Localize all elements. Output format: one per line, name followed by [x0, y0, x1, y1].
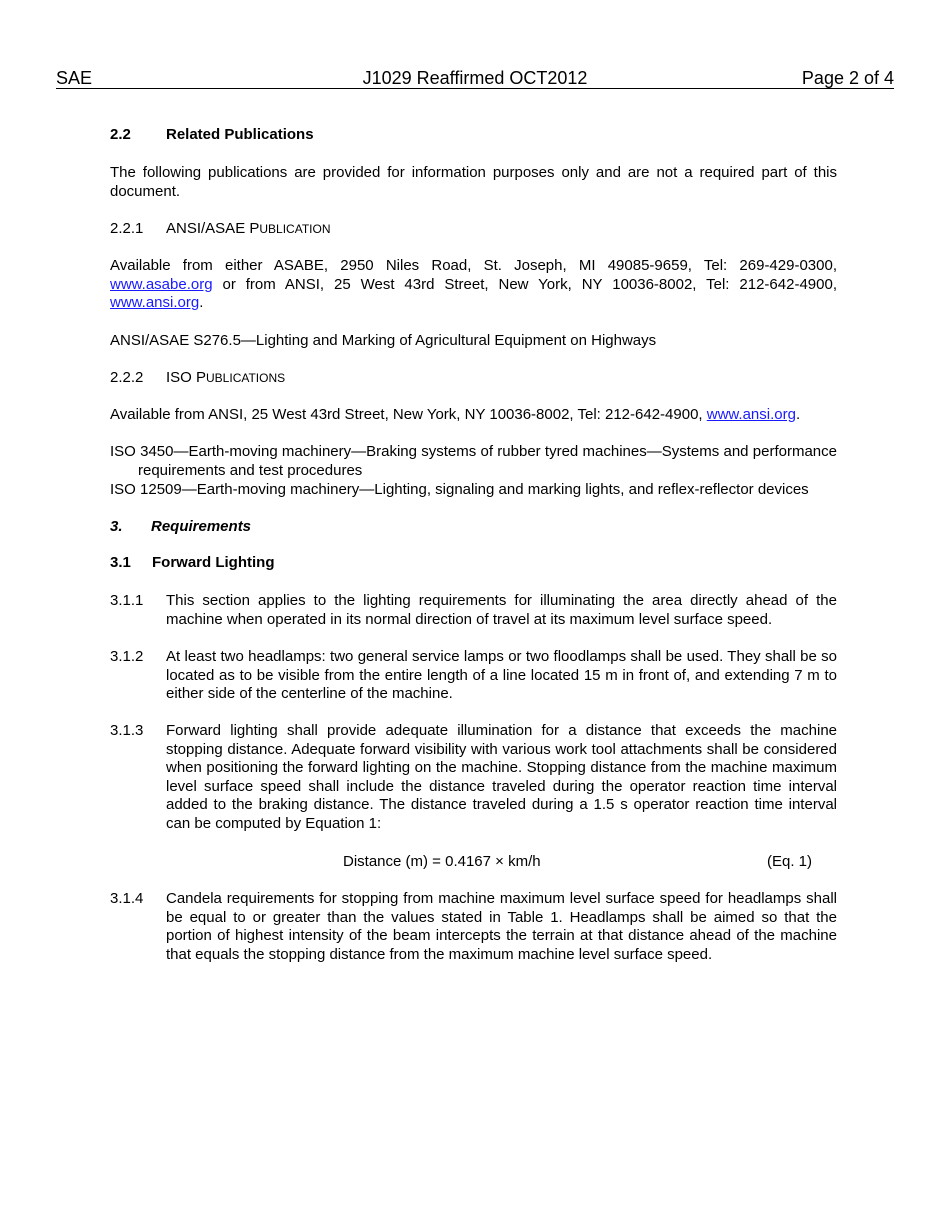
section-title: Forward Lighting: [152, 554, 275, 571]
section-title-smallcaps: UBLICATIONS: [206, 371, 286, 385]
section-number: 2.2: [110, 126, 131, 143]
header-org: SAE: [56, 68, 93, 88]
clause-3-1-3: [110, 722, 837, 833]
section-title-cap: ANSI/ASAE P: [166, 220, 260, 237]
header-page-number: Page 2 of 4: [801, 68, 894, 88]
ansi-asae-reference: ANSI/ASAE S276.5—Lighting and Marking of Agricultural Equipment on Highways: [110, 332, 657, 349]
clause-3-1-4: [110, 890, 837, 964]
section-number: 2.2.2: [110, 369, 144, 386]
equation-label: (Eq. 1): [767, 853, 813, 870]
section-3-heading: [110, 518, 837, 537]
availability-text: .: [795, 406, 801, 423]
availability-text: .: [199, 294, 204, 311]
section-2-2-2-heading: [110, 369, 837, 388]
section-number: 3.1: [110, 554, 131, 571]
iso-12509-reference: ISO 12509—Earth-moving machinery—Lighting, signaling and marking lights, and reflex-reflector devices: [110, 481, 809, 498]
asabe-link[interactable]: www.asabe.org: [110, 275, 213, 293]
section-2-2-heading: [110, 126, 837, 145]
section-title: Related Publications: [166, 126, 314, 143]
availability-text: Available from either ASABE, 2950 Niles Road, St. Joseph, MI 49085-9659, Tel: 269-429-0300,: [110, 257, 837, 274]
section-title: Requirements: [151, 518, 252, 535]
section-title-cap: ISO P: [166, 369, 207, 386]
equation-1: Distance (m) = 0.4167 × km/h: [343, 853, 541, 870]
section-number: 2.2.1: [110, 220, 144, 237]
availability-text: or from ANSI, 25 West 43rd Street, New York, NY 10036-8002, Tel: 212-642-4900,: [212, 275, 837, 293]
clause-text: At least two headlamps: two general service lamps or two floodlamps shall be used. They shall be so located as to be visible from the entire length of a line located 15 m in front of, and extending 7 m to either side of the centerline of the machine.: [166, 648, 837, 702]
clause-number: 3.1.3: [110, 722, 144, 739]
section-2-2-1-heading: [110, 220, 837, 239]
asabe-availability-paragraph: [110, 257, 837, 313]
clause-text: Candela requirements for stopping from machine maximum level surface speed for headlamps shall be equal to or greater than the values stated in Table 1. Headlamps shall be aimed so that the portion of highest intensity of the beam intercepts the terrain at that distance ahead of the machine that equals the stopping distance from the maximum machine level surface speed.: [166, 890, 837, 963]
clause-text: Forward lighting shall provide adequate illumination for a distance that exceeds the machine stopping distance. Adequate forward visibility with various work tool attachments shall be considered when positioning the forward lighting on the machine. Stopping distance from the machine maximum level surface speed shall include the distance traveled during the operator reaction time interval added to the braking distance. The distance traveled during a 1.5 s operator reaction time interval can be computed by Equation 1:: [166, 722, 837, 832]
clause-number: 3.1.2: [110, 648, 144, 665]
availability-text: Available from ANSI, 25 West 43rd Street, New York, NY 10036-8002, Tel: 212-642-4900,: [110, 406, 707, 423]
clause-number: 3.1.1: [110, 592, 144, 609]
iso-availability-paragraph: [110, 406, 837, 425]
intro-paragraph: The following publications are provided for information purposes only and are not a required part of this document.: [110, 164, 837, 200]
clause-3-1-2: [110, 648, 837, 704]
ansi-link[interactable]: www.ansi.org: [706, 406, 796, 423]
section-3-1-heading: [110, 554, 837, 573]
header-doc-id: J1029 Reaffirmed OCT2012: [362, 68, 588, 88]
section-title-smallcaps: UBLICATION: [259, 222, 331, 236]
clause-number: 3.1.4: [110, 890, 144, 907]
iso-3450-reference: ISO 3450—Earth-moving machinery—Braking systems of rubber tyred machines—Systems and performance requirements and test procedures: [110, 443, 837, 479]
ansi-link[interactable]: www.ansi.org: [110, 294, 200, 311]
clause-3-1-1: [110, 592, 837, 629]
clause-text: This section applies to the lighting requirements for illuminating the area directly ahead of the machine when operated in its normal direction of travel at its maximum level surface speed.: [166, 592, 837, 628]
page-header: [56, 68, 894, 89]
section-number: 3.: [110, 518, 123, 535]
